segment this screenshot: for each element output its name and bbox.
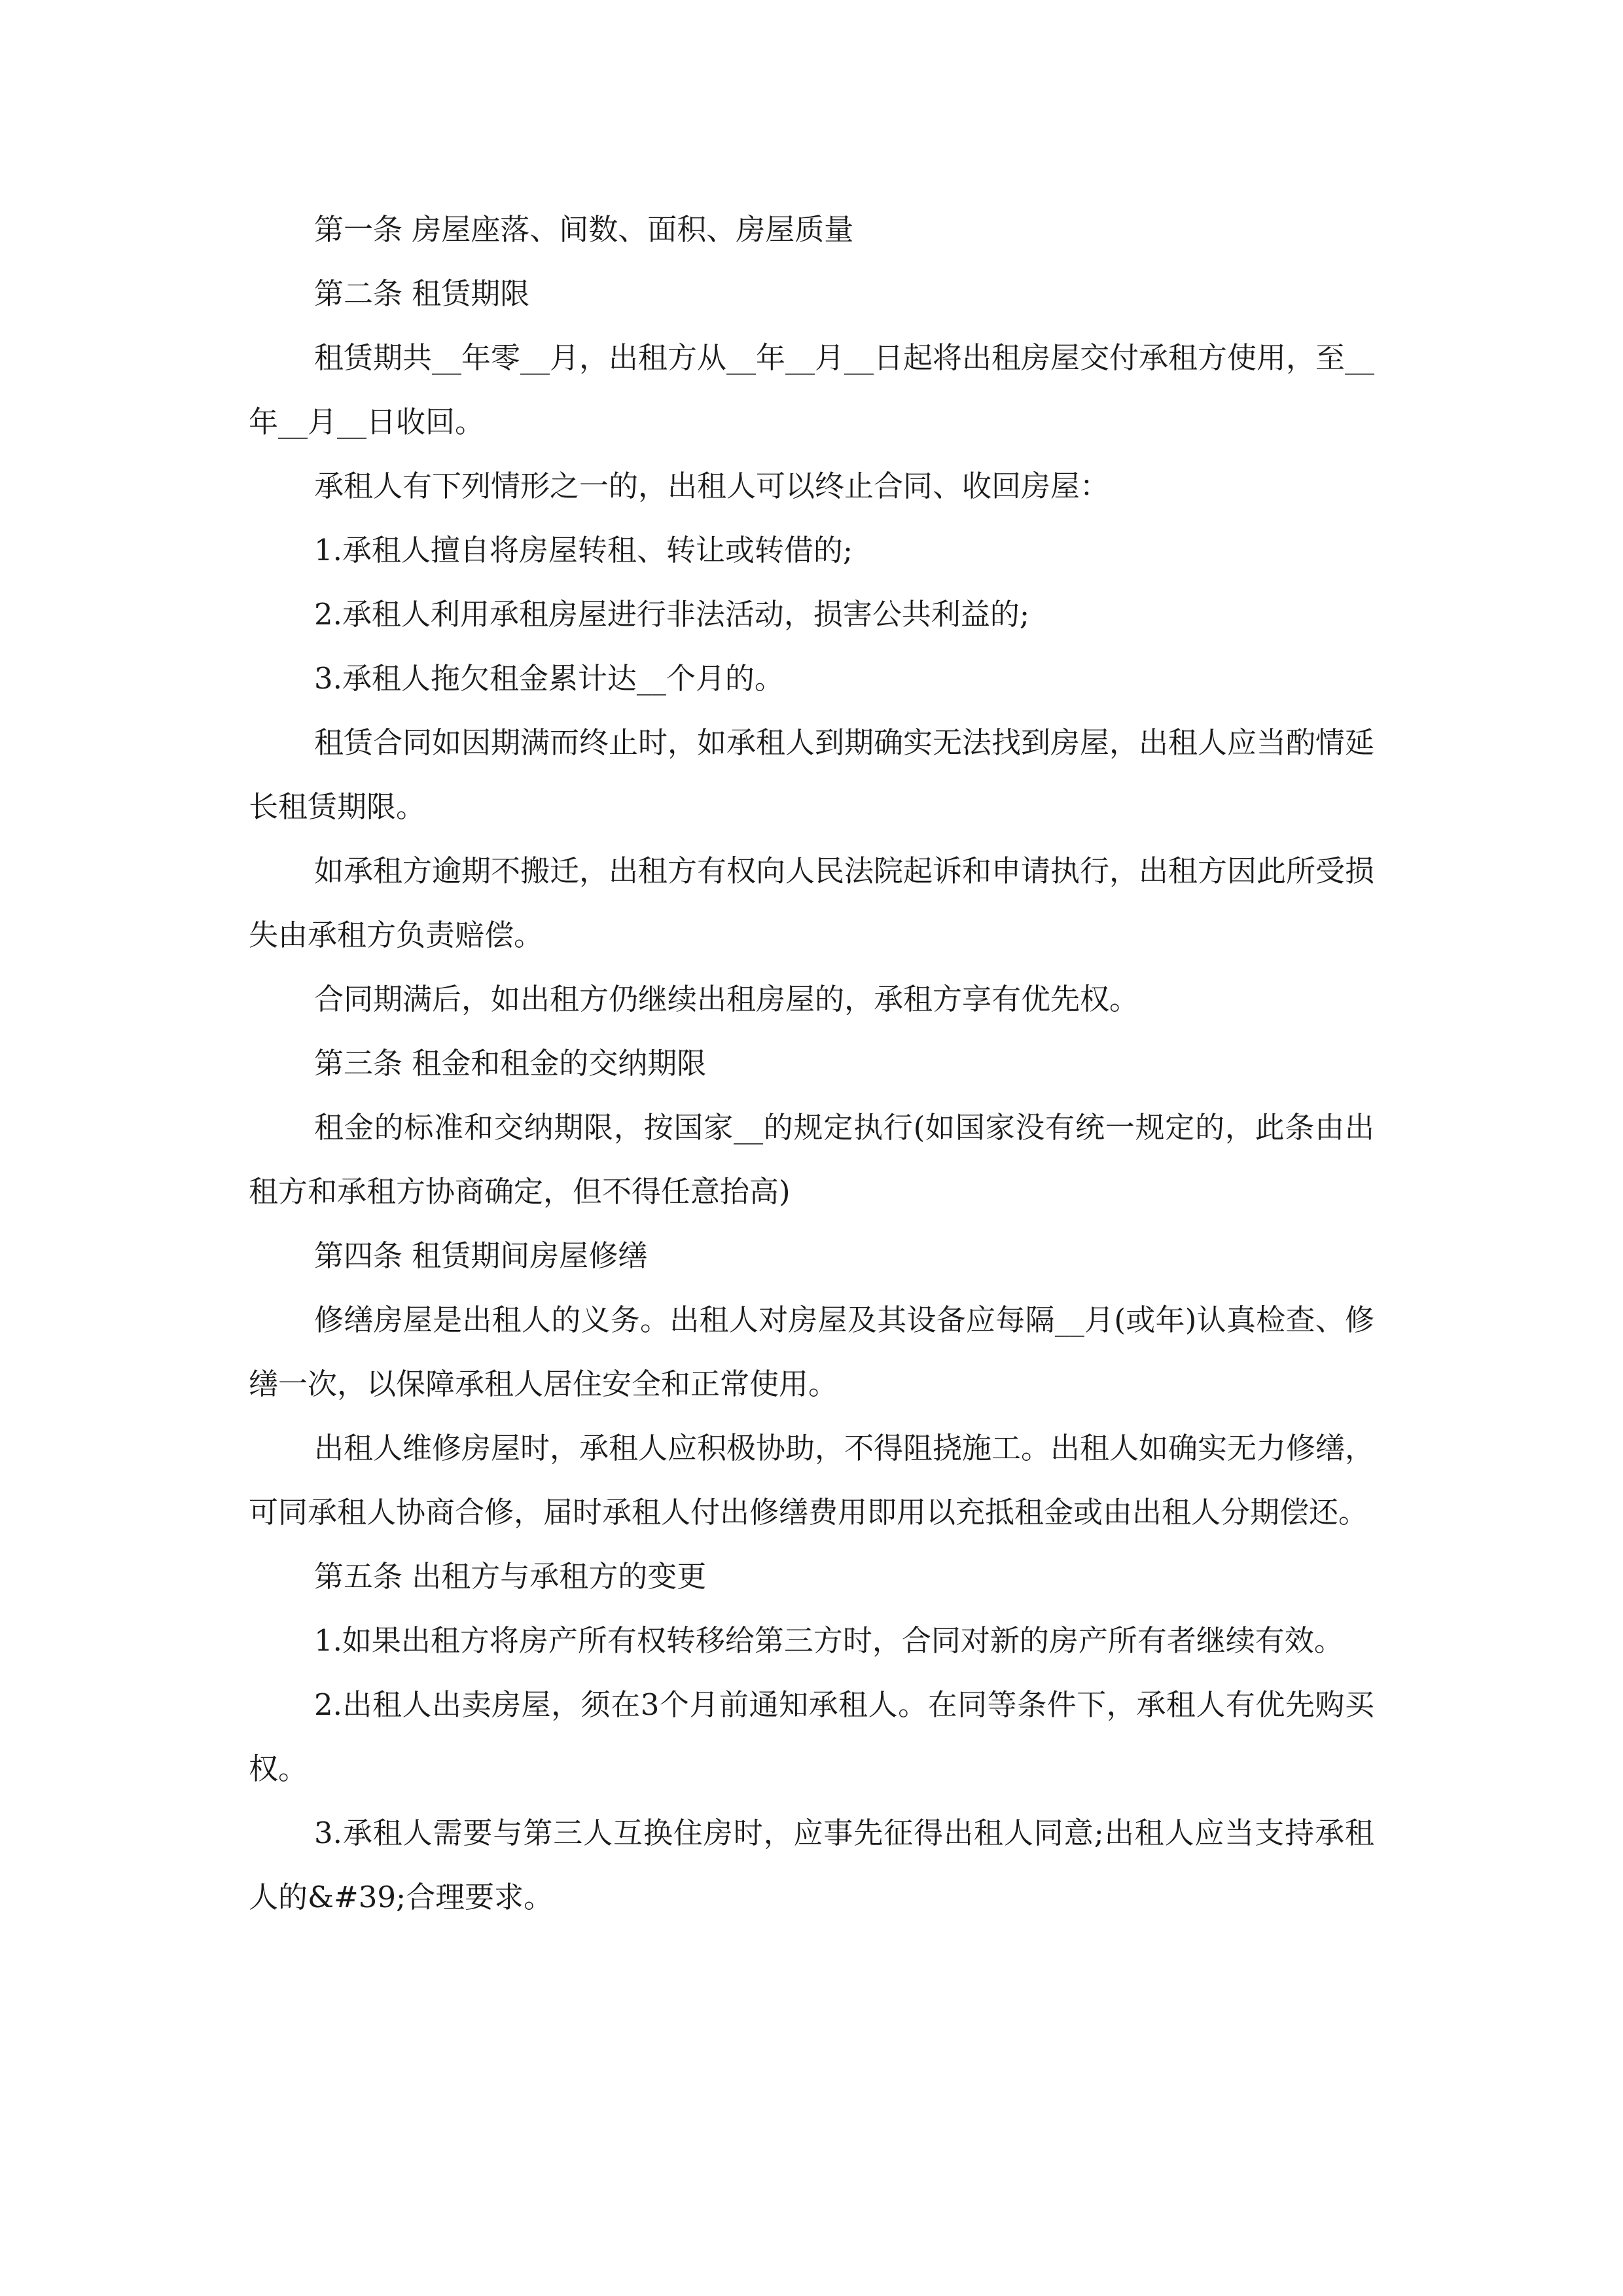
clause-heading-4: 第四条 租赁期间房屋修缮 xyxy=(314,1238,648,1273)
paragraph: 租赁期共__年零__月，出租方从__年__月__日起将出租房屋交付承租方使用，至__年__月__日收回。 xyxy=(249,340,1375,439)
list-item: 2.承租人利用承租房屋进行非法活动，损害公共利益的; xyxy=(314,597,1030,632)
list-item: 1.承租人擅自将房屋转租、转让或转借的; xyxy=(314,533,853,567)
list-item: 3.承租人拖欠租金累计达__个月的。 xyxy=(314,661,784,696)
paragraph: 如承租方逾期不搬迁，出租方有权向人民法院起诉和申请执行，出租方因此所受损失由承租方负责赔偿。 xyxy=(249,853,1375,952)
list-item: 2.出租人出卖房屋，须在3个月前通知承租人。在同等条件下，承租人有优先购买权。 xyxy=(249,1687,1374,1786)
clause-heading-5: 第五条 出租方与承租方的变更 xyxy=(314,1559,707,1594)
clause-heading-2: 第二条 租赁期限 xyxy=(314,276,530,311)
paragraph: 出租人维修房屋时，承租人应积极协助，不得阻挠施工。出租人如确实无力修缮，可同承租人协商合修，届时承租人付出修缮费用即用以充抵租金或由出租人分期偿还。 xyxy=(249,1431,1375,1530)
list-item: 1.如果出租方将房产所有权转移给第三方时，合同对新的房产所有者继续有效。 xyxy=(314,1623,1344,1658)
paragraph: 承租人有下列情形之一的，出租人可以终止合同、收回房屋： xyxy=(314,469,1110,503)
paragraph: 租赁合同如因期满而终止时，如承租人到期确实无法找到房屋，出租人应当酌情延长租赁期限。 xyxy=(249,725,1375,824)
paragraph: 修缮房屋是出租人的义务。出租人对房屋及其设备应每隔__月(或年)认真检查、修缮一次，以保障承租人居住安全和正常使用。 xyxy=(249,1302,1374,1401)
clause-heading-1: 第一条 房屋座落、间数、面积、房屋质量 xyxy=(314,212,854,247)
paragraph: 合同期满后，如出租方仍继续出租房屋的，承租方享有优先权。 xyxy=(314,982,1139,1016)
clause-heading-3: 第三条 租金和租金的交纳期限 xyxy=(314,1046,707,1081)
document-page xyxy=(249,198,1374,1929)
paragraph: 租金的标准和交纳期限，按国家__的规定执行(如国家没有统一规定的，此条由出租方和承租方协商确定，但不得任意抬高) xyxy=(249,1110,1374,1209)
list-item: 3.承租人需要与第三人互换住房时，应事先征得出租人同意;出租人应当支持承租人的&#39;合理要求。 xyxy=(249,1816,1374,1914)
